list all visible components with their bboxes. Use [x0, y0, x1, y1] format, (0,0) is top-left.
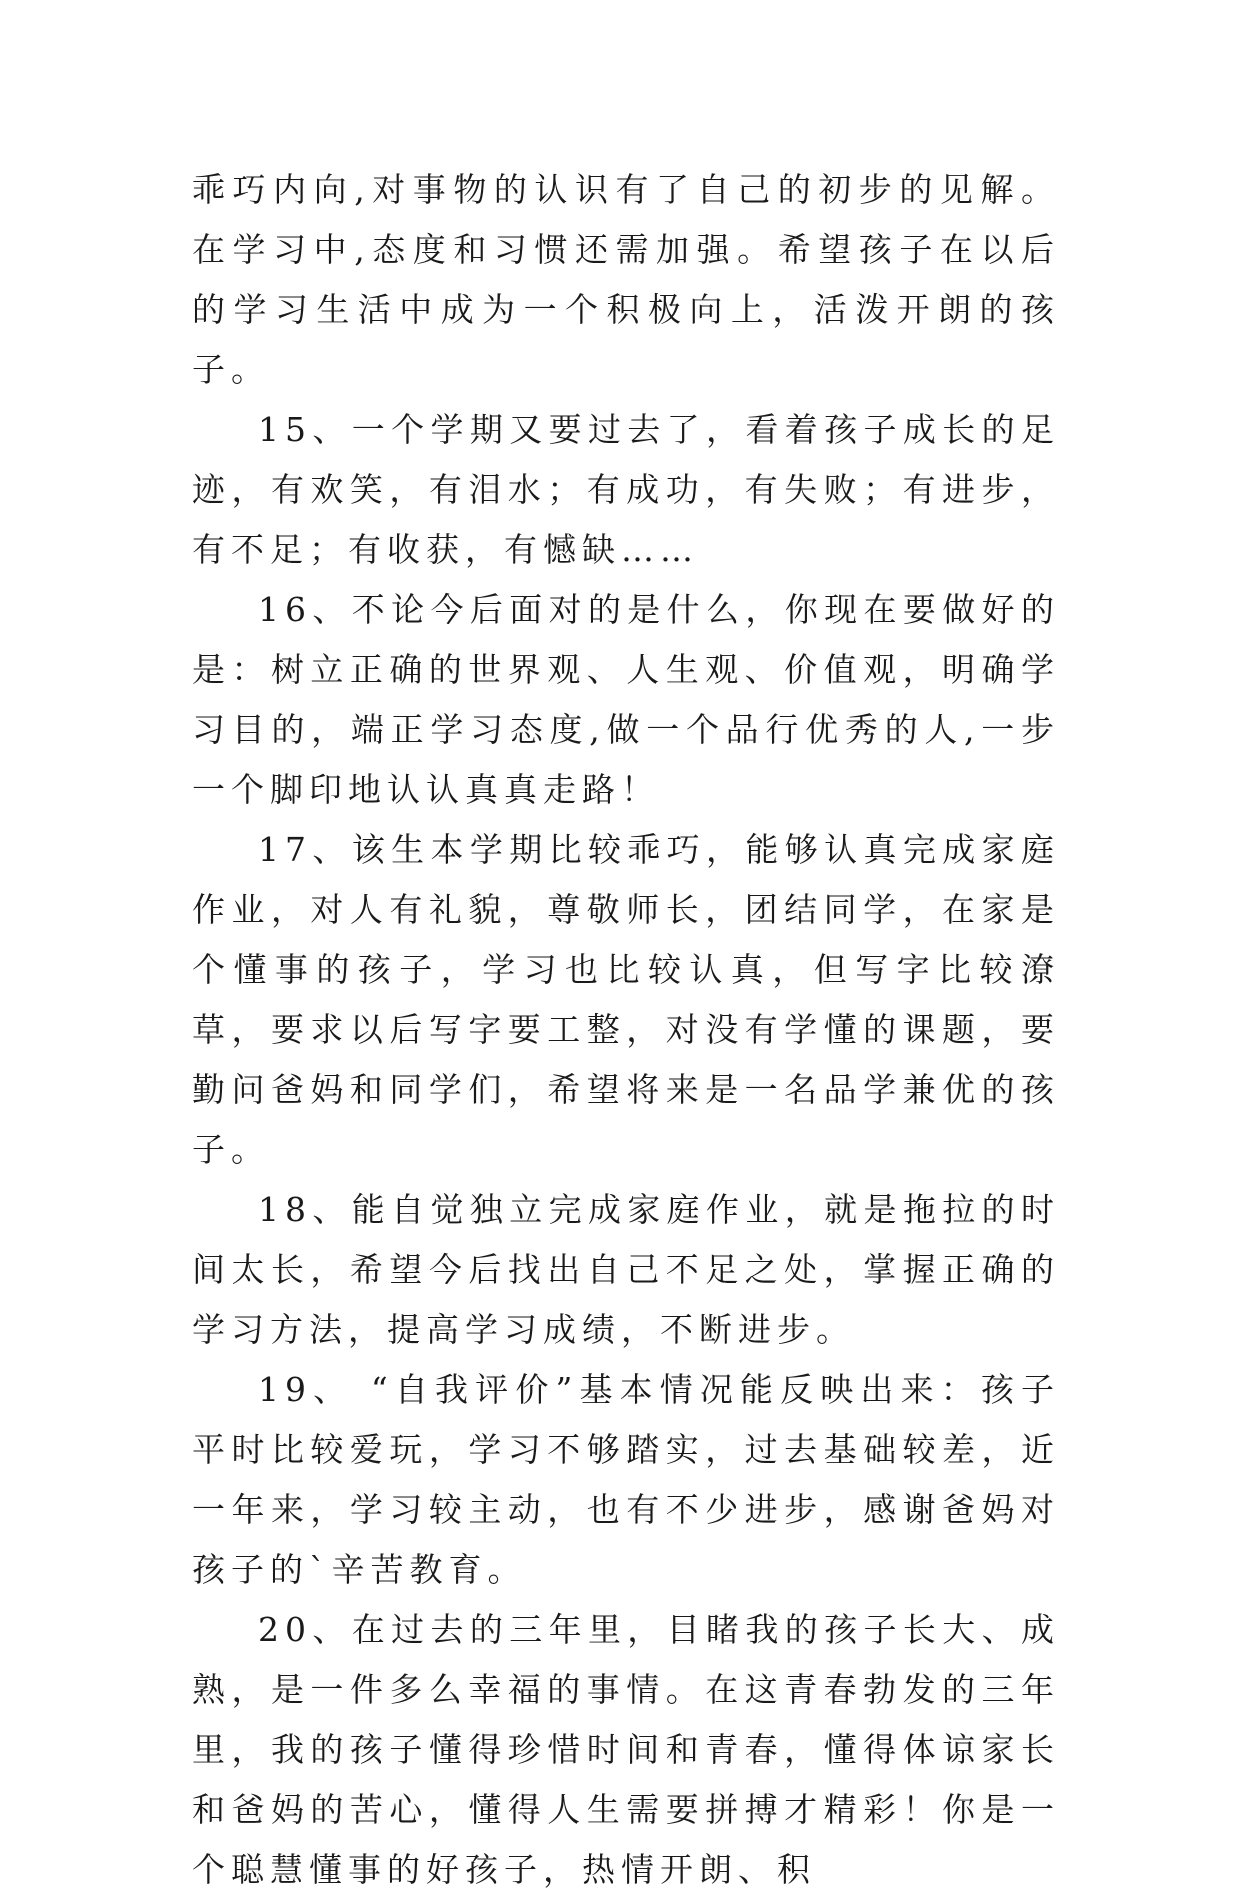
- document-body: [192, 160, 1060, 1900]
- paragraph-item-16: 16、不论今后面对的是什么，你现在要做好的是：树立正确的世界观、人生观、价值观，明确学习目的，端正学习态度,做一个品行优秀的人,一步一个脚印地认认真真走路！: [192, 590, 1060, 809]
- paragraph-item-18: 18、能自觉独立完成家庭作业，就是拖拉的时间太长，希望今后找出自己不足之处，掌握正确的学习方法，提高学习成绩，不断进步。: [192, 1190, 1060, 1349]
- paragraph-item-15: 15、一个学期又要过去了，看着孩子成长的足迹，有欢笑，有泪水；有成功，有失败；有进步，有不足；有收获，有憾缺……: [192, 410, 1060, 569]
- paragraph-item-17: 17、该生本学期比较乖巧，能够认真完成家庭作业，对人有礼貌，尊敬师长，团结同学，在家是个懂事的孩子，学习也比较认真，但写字比较潦草，要求以后写字要工整，对没有学懂的课题，要勤问爸妈和同学们，希望将来是一名品学兼优的孩子。: [192, 830, 1060, 1169]
- paragraph-item-20: 20、在过去的三年里，目睹我的孩子长大、成熟，是一件多么幸福的事情。在这青春勃发的三年里，我的孩子懂得珍惜时间和青春，懂得体谅家长和爸妈的苦心，懂得人生需要拼搏才精彩！你是一个聪慧懂事的好孩子，热情开朗、积: [192, 1610, 1060, 1889]
- paragraph-item-19: 19、 “自我评价”基本情况能反映出来：孩子平时比较爱玩，学习不够踏实，过去基础较差，近一年来，学习较主动，也有不少进步，感谢爸妈对孩子的`辛苦教育。: [192, 1370, 1060, 1589]
- paragraph-continuation: 乖巧内向,对事物的认识有了自己的初步的见解。在学习中,态度和习惯还需加强。希望孩子在以后的学习生活中成为一个积极向上，活泼开朗的孩子。: [192, 170, 1060, 389]
